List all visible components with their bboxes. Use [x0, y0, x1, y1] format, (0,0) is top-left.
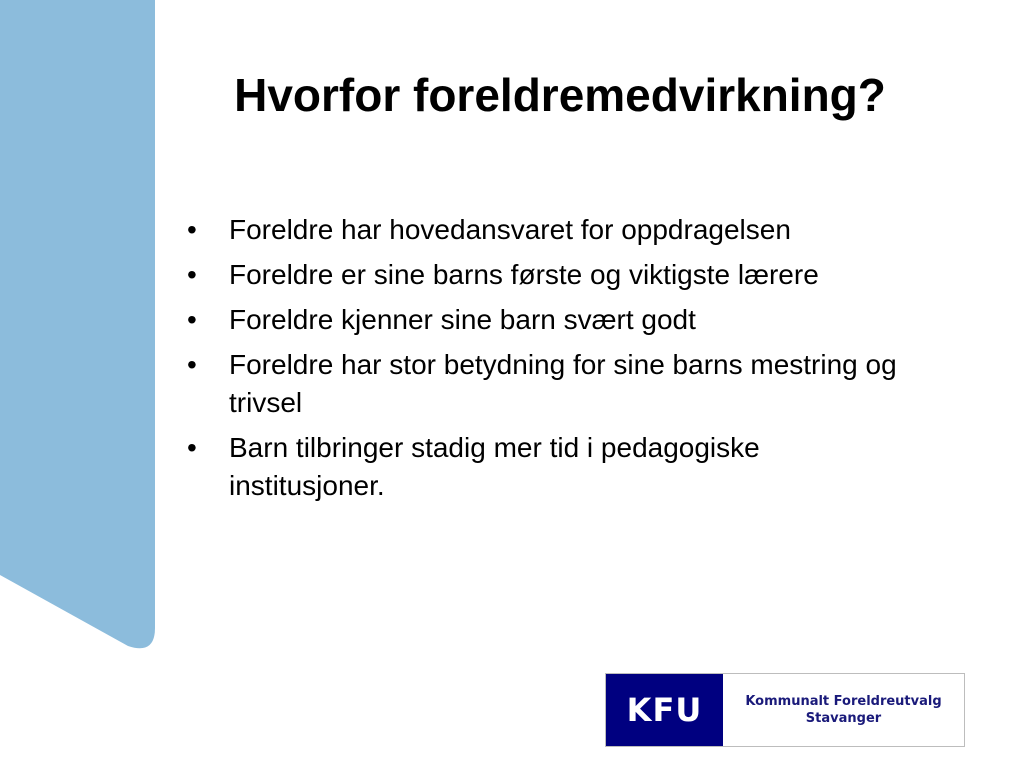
kfu-logo-mark: KFU [606, 674, 723, 746]
bullet-text: Foreldre kjenner sine barn svært godt [229, 304, 696, 335]
decorative-side-band [0, 0, 160, 660]
bullet-text: Foreldre har hovedansvaret for oppdragelsen [229, 214, 791, 245]
bullet-icon: • [187, 349, 197, 380]
bullet-icon: • [187, 304, 197, 335]
bullet-list [187, 211, 907, 512]
logo-org-name: Kommunalt Foreldreutvalg [745, 694, 942, 709]
bullet-text: Barn tilbringer stadig mer tid i pedagogiske institusjoner. [229, 432, 760, 501]
kfu-logo [605, 673, 965, 747]
logo-org-city: Stavanger [805, 711, 882, 726]
bullet-text: Foreldre har stor betydning for sine barns mestring og trivsel [229, 349, 897, 418]
bullet-icon: • [187, 432, 197, 463]
bullet-item [187, 256, 907, 294]
bullet-item [187, 211, 907, 249]
bullet-text: Foreldre er sine barns første og viktigste lærere [229, 259, 819, 290]
bullet-icon: • [187, 214, 197, 245]
bullet-icon: • [187, 259, 197, 290]
kfu-logo-text [723, 674, 964, 746]
bullet-item [187, 429, 907, 505]
bullet-item [187, 301, 907, 339]
slide-title: Hvorfor foreldremedvirkning? [234, 69, 886, 121]
bullet-item [187, 346, 907, 422]
